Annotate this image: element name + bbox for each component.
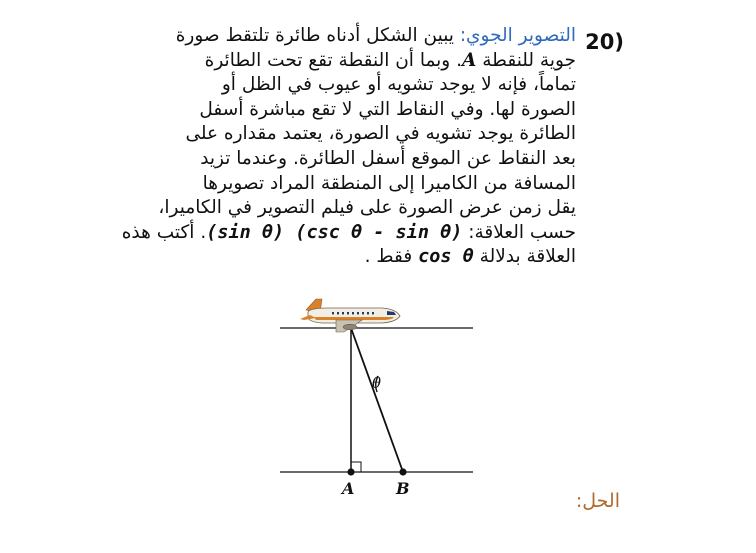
- text-segment: . وبما أن النقطة تقع تحت الطائرة: [204, 49, 463, 71]
- text-segment: العلاقة بدلالة: [473, 246, 576, 268]
- math-point-a: A: [462, 49, 477, 71]
- problem-line: [106, 147, 576, 172]
- solution-label: الحل:: [575, 490, 620, 512]
- problem-line: [106, 196, 576, 221]
- problem-line: [106, 98, 576, 123]
- problem-line: [106, 73, 576, 98]
- problem-line: [106, 172, 576, 197]
- point-b-label: B: [396, 479, 410, 498]
- text-segment: الصورة لها. وفي النقاط التي لا تقع مباشرة أسفل: [199, 98, 576, 120]
- angle-label: θ: [372, 374, 382, 392]
- math-expression: cos θ: [418, 246, 474, 268]
- problem-line: [106, 245, 576, 270]
- text-segment: الطائرة يوجد تشويه في الصورة، يعتمد مقداره على: [185, 123, 576, 145]
- problem-line: [106, 24, 576, 49]
- math-expression: (sin θ) (csc θ - sin θ): [206, 221, 463, 243]
- problem-text: [106, 24, 576, 270]
- text-segment: تماماً، فإنه لا يوجد تشويه أو عيوب في الظل أو: [221, 74, 576, 96]
- text-segment: يبين الشكل أدناه طائرة تلتقط صورة: [175, 25, 460, 46]
- point-a-label: A: [342, 479, 355, 498]
- text-segment: المسافة من الكاميرا إلى المنطقة المراد تصويرها: [202, 172, 576, 194]
- text-segment: بعد النقاط عن الموقع أسفل الطائرة. وعندما تزيد: [200, 147, 576, 169]
- text-segment: حسب العلاقة:: [462, 221, 576, 243]
- slant-segment: [351, 328, 403, 472]
- point-b-dot: [399, 468, 406, 475]
- problem-line: [106, 49, 576, 74]
- topic-label: التصوير الجوي:: [459, 25, 576, 46]
- text-segment: جوية للنقطة: [476, 49, 576, 71]
- problem-line: [106, 122, 576, 147]
- question-number: 20): [585, 30, 624, 54]
- point-a-dot: [347, 468, 354, 475]
- problem-line: [106, 221, 576, 246]
- geometry-figure: [270, 296, 490, 506]
- problem-block: [100, 24, 628, 294]
- text-segment: يقل زمن عرض الصورة على فيلم التصوير في الكاميرا،: [158, 197, 576, 219]
- text-segment: فقط .: [364, 246, 419, 268]
- text-segment: . أكتب هذه: [121, 221, 207, 243]
- airplane-icon: [300, 299, 400, 332]
- figure-svg: [270, 296, 490, 506]
